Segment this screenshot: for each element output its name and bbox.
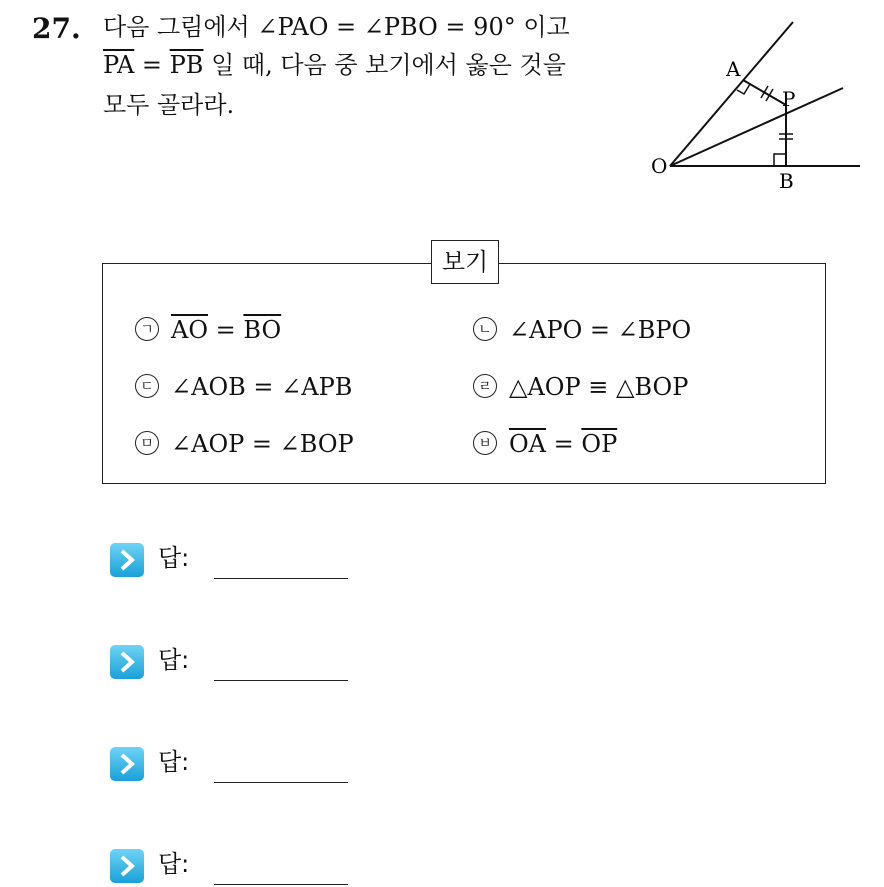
option-text: △AOP ≡ △BOP (509, 373, 689, 401)
segment-ao: $\overline{AO}$ (171, 316, 209, 344)
option-digeut (135, 372, 352, 402)
bogi-title: 보기 (431, 240, 499, 284)
option-mark: ㄷ (135, 374, 159, 398)
answer-blank[interactable] (214, 782, 348, 783)
chevron-right-icon (110, 543, 144, 577)
ray-op (670, 88, 843, 166)
equals-sign: = (546, 430, 582, 458)
option-text: ∠AOB = ∠APB (171, 373, 353, 401)
label-b: B (779, 169, 794, 193)
equals-sign: = (134, 51, 170, 79)
option-mark: ㄴ (473, 317, 497, 341)
option-mark: ㅁ (135, 431, 159, 455)
segment-bo: $\overline{BO}$ (243, 316, 282, 344)
option-text: ∠AOP = ∠BOP (171, 430, 354, 458)
answer-label: 답: (158, 850, 190, 878)
geometry-figure (640, 10, 870, 200)
option-mark: ㄱ (135, 317, 159, 341)
chevron-right-icon (110, 747, 144, 781)
chevron-right-icon (110, 645, 144, 679)
option-mark: ㅂ (473, 431, 497, 455)
question-line-3: 모두 골라라. (103, 91, 235, 119)
option-text: ∠APO = ∠BPO (509, 316, 692, 344)
option-mark: ㄹ (473, 374, 497, 398)
question-line-2-rest: 일 때, 다음 중 보기에서 옳은 것을 (203, 51, 566, 79)
answer-blank[interactable] (214, 884, 348, 885)
answer-label: 답: (158, 544, 190, 572)
label-a: A (726, 57, 741, 81)
option-nieun (473, 315, 691, 345)
segment-pa: $\overline{PA}$ (103, 51, 135, 79)
answer-label: 답: (158, 748, 190, 776)
question-line-1: 다음 그림에서 ∠PAO = ∠PBO = 90° 이고 (103, 13, 570, 41)
option-bieup (473, 429, 617, 459)
chevron-right-icon (110, 849, 144, 883)
ray-oa (670, 22, 796, 166)
option-rieul (473, 372, 688, 402)
question-line-2 (103, 50, 566, 80)
label-p: P (782, 87, 796, 111)
equals-sign: = (208, 316, 244, 344)
option-mieum (135, 429, 354, 459)
right-angle-mark-b (774, 154, 786, 166)
question-number: 27. (32, 12, 81, 45)
segment-pb: $\overline{PB}$ (169, 51, 204, 79)
segment-op: $\overline{OP}$ (581, 430, 618, 458)
label-o: O (651, 154, 668, 178)
answer-label: 답: (158, 646, 190, 674)
option-giyeok (135, 315, 281, 345)
answer-blank[interactable] (214, 578, 348, 579)
answer-blank[interactable] (214, 680, 348, 681)
segment-oa: $\overline{OA}$ (509, 430, 547, 458)
